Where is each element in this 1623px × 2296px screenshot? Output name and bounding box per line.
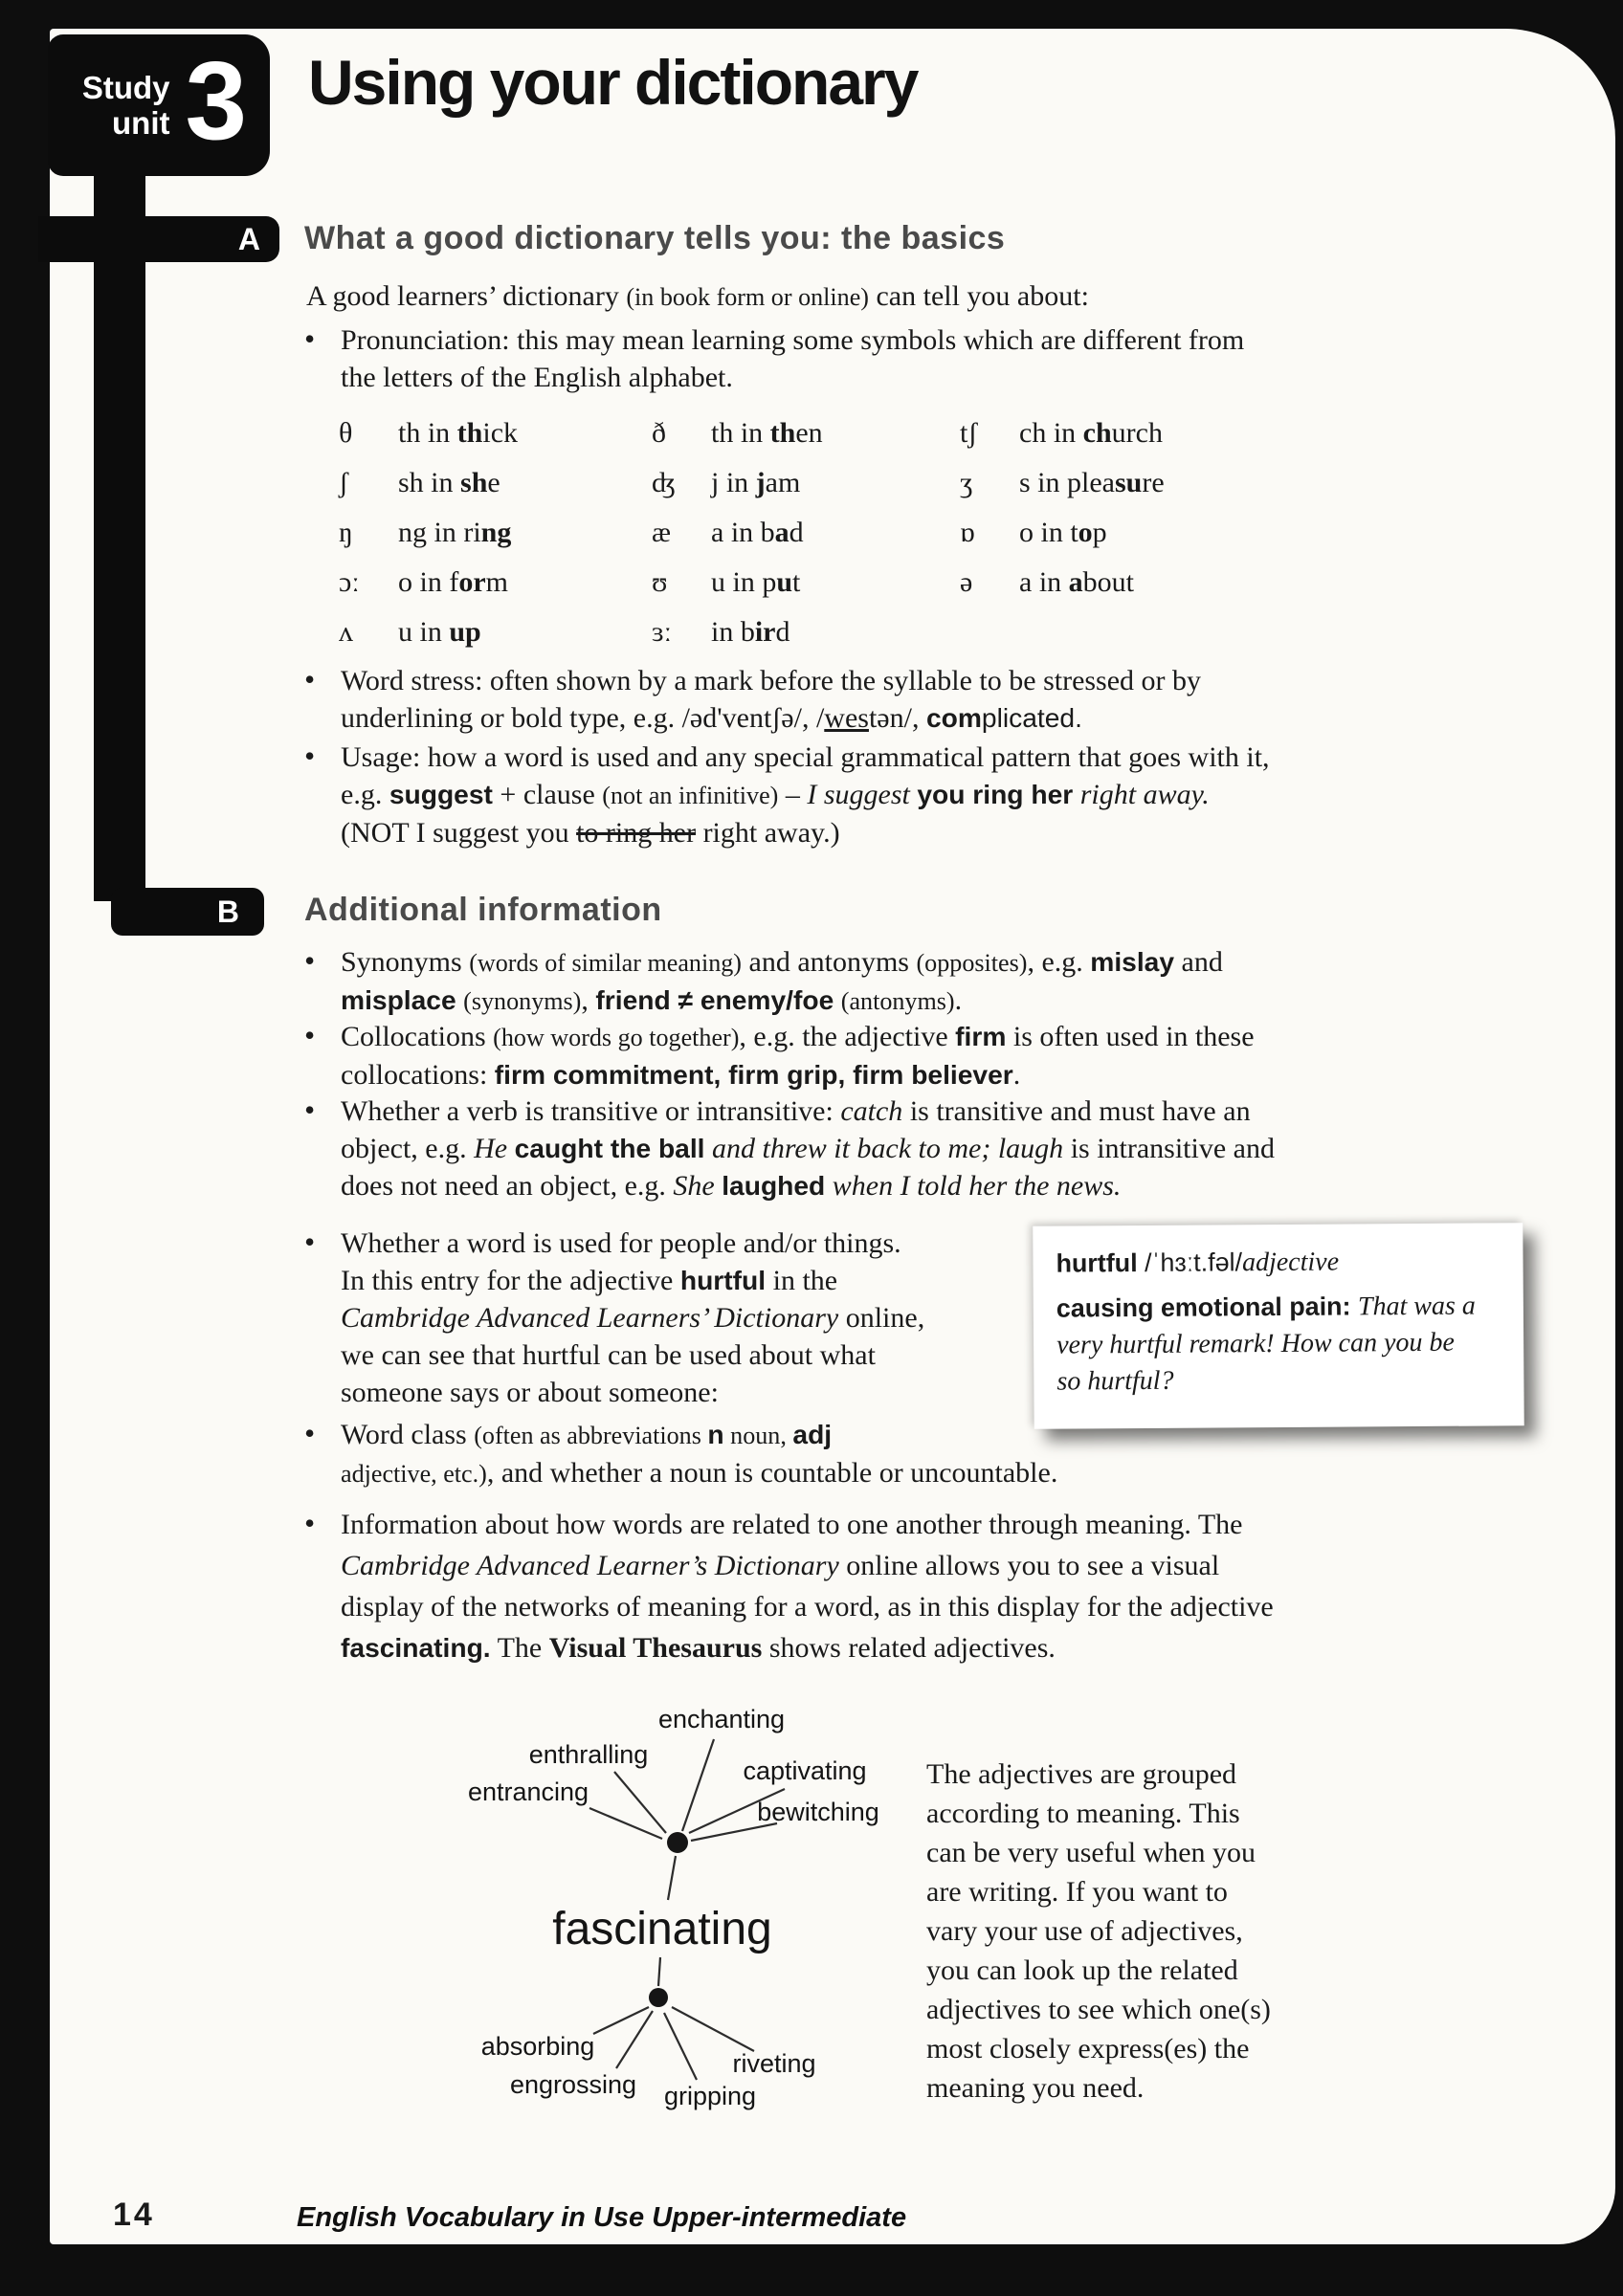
text-segment: does not need an object, e.g.: [341, 1170, 674, 1202]
text-segment: can be very useful when you: [926, 1837, 1256, 1868]
text-line: [1056, 1324, 1501, 1363]
text-segment: friend ≠ enemy/foe: [595, 984, 834, 1015]
text-line: [341, 1416, 1057, 1454]
text-segment: ʌ: [339, 616, 353, 648]
text-segment: A good learners’ dictionary: [306, 280, 627, 312]
text-segment: can tell you about:: [868, 280, 1089, 312]
text-line: [341, 1093, 1275, 1130]
diagram-word-enthralling: enthralling: [528, 1740, 649, 1769]
text-segment: we can see that hurtful can be used about what: [341, 1339, 876, 1371]
phonetic-row: [960, 417, 1165, 467]
text-segment: Whether a verb is transitive or intransitive:: [341, 1095, 841, 1127]
page-title: Using your dictionary: [308, 47, 918, 118]
text-segment: m: [485, 566, 508, 598]
text-segment: and: [1174, 946, 1223, 978]
diagram-edge: [664, 2013, 697, 2080]
text-segment: re: [1142, 467, 1165, 498]
study-unit-label-bottom: unit: [112, 105, 170, 141]
text-segment: underlining or bold type, e.g. /əd'ventʃə/, /: [341, 702, 825, 734]
text-segment: very hurtful remark! How can you be: [1056, 1327, 1455, 1360]
text-segment: ŋ: [339, 517, 353, 548]
text-line: [926, 1833, 1271, 1872]
phonetic-row: [960, 517, 1165, 566]
text-line: [926, 1794, 1271, 1833]
text-line: [341, 1545, 1274, 1586]
text-segment: (often as abbreviations: [474, 1422, 708, 1449]
text-segment: adj: [792, 1419, 833, 1449]
text-segment: [825, 1170, 833, 1202]
text-segment: e: [487, 467, 500, 498]
text-line: [1056, 1242, 1500, 1282]
text-segment: mislay: [1090, 946, 1175, 977]
text-segment: tʃ: [960, 417, 978, 449]
diagram-edge: [682, 1739, 714, 1831]
text-line: [341, 739, 1270, 776]
diagram-edge: [668, 1856, 676, 1900]
text-segment: up: [449, 616, 481, 648]
visual-thesaurus-diagram: [402, 1672, 938, 2170]
unit-number: 3: [185, 38, 247, 163]
text-segment: in the: [766, 1265, 838, 1296]
text-segment: p: [1092, 517, 1107, 548]
text-line: [341, 1018, 1255, 1056]
text-line: [341, 1374, 924, 1411]
text-segment: com: [925, 702, 982, 733]
text-segment: Usage: how a word is used and any special grammatical pattern that goes with it,: [341, 741, 1270, 773]
text-segment: th: [769, 417, 796, 449]
text-segment: fascinating.: [341, 1632, 491, 1663]
text-segment: ɜː: [652, 616, 672, 648]
text-segment: adjectives to see which one(s): [926, 1994, 1271, 2025]
text-segment: th in: [711, 417, 770, 449]
text-segment: n: [707, 1419, 724, 1449]
text-segment: + clause: [492, 779, 603, 810]
phonetic-row: [652, 566, 823, 616]
text-segment: the letters of the English alphabet.: [341, 362, 733, 393]
text-segment: θ: [339, 417, 353, 449]
diagram-word-entrancing: entrancing: [467, 1777, 589, 1806]
text-line: [306, 277, 1089, 316]
bullet-pronunciation: [304, 321, 1244, 396]
text-line: [341, 359, 1244, 396]
text-segment: [990, 1133, 998, 1164]
diagram-explanation-paragraph: [926, 1755, 1271, 2108]
text-line: [1056, 1360, 1501, 1400]
text-segment: firm: [955, 1021, 1007, 1051]
section-a-intro: [306, 277, 1089, 316]
text-segment: u in p: [711, 566, 777, 598]
text-segment: and threw it back to me;: [704, 1133, 991, 1164]
text-segment: u: [776, 566, 793, 598]
text-line: [341, 1262, 924, 1299]
text-segment: so hurtful?: [1056, 1365, 1174, 1397]
text-line: [341, 982, 1223, 1020]
text-segment: Whether a word is used for people and/or things.: [341, 1227, 901, 1259]
text-segment: meaning you need.: [926, 2072, 1145, 2104]
text-segment: is intransitive and: [1063, 1133, 1275, 1164]
phonetic-row: [652, 616, 823, 666]
text-line: [341, 1586, 1274, 1627]
text-line: [341, 1299, 924, 1336]
text-segment: ir: [754, 616, 776, 648]
text-segment: I suggest: [807, 779, 918, 810]
text-segment: The adjectives are grouped: [926, 1758, 1237, 1790]
text-segment: su: [1114, 467, 1143, 498]
text-segment: Collocations: [341, 1021, 494, 1052]
text-segment: ɒ: [960, 517, 975, 548]
text-segment: She: [673, 1170, 723, 1202]
text-segment: Pronunciation: this may mean learning some symbols which are different from: [341, 324, 1245, 356]
text-segment: bout: [1082, 566, 1134, 598]
text-segment: d: [775, 616, 790, 648]
text-segment: plicated.: [981, 702, 1082, 733]
text-segment: , e.g.: [1027, 946, 1091, 978]
text-segment: is transitive and must have an: [902, 1095, 1251, 1127]
text-segment: –: [778, 779, 808, 810]
section-a-heading: What a good dictionary tells you: the basics: [304, 220, 1006, 256]
text-line: [341, 321, 1244, 359]
text-segment: a: [1068, 566, 1083, 598]
text-segment: vary your use of adjectives,: [926, 1915, 1243, 1947]
text-line: [341, 814, 1270, 851]
text-segment: o in f: [398, 566, 459, 598]
text-segment: ʊ: [652, 566, 668, 598]
text-segment: He: [474, 1133, 515, 1164]
study-unit-badge: [48, 34, 270, 176]
diagram-node-dot-bottom: [649, 1988, 668, 2007]
text-segment: Synonyms: [341, 946, 470, 978]
text-segment: (how words go together): [493, 1024, 740, 1051]
text-segment: suggest: [389, 779, 493, 809]
diagram-word-gripping: gripping: [663, 2082, 757, 2110]
text-segment: adjective, etc.): [341, 1460, 487, 1488]
text-segment: urch: [1111, 417, 1163, 449]
text-line: [1056, 1287, 1501, 1327]
text-segment: th in: [398, 417, 457, 449]
text-segment: ch in: [1019, 417, 1083, 449]
text-segment: in b: [711, 616, 755, 648]
text-segment: to ring her: [576, 817, 697, 849]
text-segment: , and whether a noun is countable or uncountable.: [486, 1457, 1058, 1489]
text-segment: sh in: [398, 467, 461, 498]
text-segment: right away.): [696, 817, 840, 849]
text-segment: .: [1012, 1059, 1021, 1091]
diagram-word-absorbing: absorbing: [480, 2032, 595, 2061]
text-segment: wes: [824, 702, 869, 734]
text-line: [926, 1911, 1271, 1951]
text-segment: a in: [1019, 566, 1069, 598]
text-segment: you can look up the related: [926, 1954, 1238, 1986]
text-line: [341, 1454, 1057, 1492]
diagram-edge: [658, 1957, 660, 1986]
phonetic-row: [652, 467, 823, 517]
text-segment: th: [456, 417, 483, 449]
section-a-badge: A: [38, 216, 279, 262]
phonetic-row: [339, 517, 518, 566]
text-segment: ə: [960, 566, 973, 598]
bullet-transitive: [304, 1093, 1275, 1204]
diagram-edge: [589, 1808, 662, 1839]
text-segment: noun,: [723, 1422, 793, 1449]
text-segment: someone says or about someone:: [341, 1377, 719, 1408]
book-title: English Vocabulary in Use Upper-intermediate: [297, 2202, 907, 2233]
text-segment: Cambridge Advanced Learners’ Dictionary: [341, 1302, 839, 1334]
text-segment: Cambridge Advanced Learner’s Dictionary: [341, 1550, 839, 1581]
text-segment: ʒ: [960, 467, 973, 498]
text-line: [341, 1167, 1275, 1204]
diagram-node-dot-top: [667, 1832, 688, 1853]
diagram-word-riveting: riveting: [732, 2049, 816, 2078]
text-segment: a in b: [711, 517, 775, 548]
text-segment: causing emotional pain:: [1056, 1292, 1359, 1323]
bullet-usage: [304, 739, 1270, 851]
text-line: [341, 1056, 1255, 1093]
text-segment: t: [792, 566, 801, 598]
text-segment: o: [1078, 517, 1093, 548]
text-segment: Information about how words are related to one another through meaning. The: [341, 1509, 1243, 1540]
section-b-heading: Additional information: [304, 892, 662, 928]
text-segment: laughed: [722, 1170, 826, 1201]
text-segment: ð: [652, 417, 666, 449]
text-segment: The: [490, 1632, 549, 1664]
text-line: [926, 1872, 1271, 1911]
text-segment: laugh: [997, 1133, 1064, 1164]
diagram-edge: [672, 2007, 754, 2051]
bullet-word-stress: [304, 662, 1201, 737]
text-line: [926, 2029, 1271, 2068]
text-segment: ng in ri: [398, 517, 481, 548]
phonetic-row: [652, 517, 823, 566]
text-segment: display of the networks of meaning for a word, as in this display for the adjective: [341, 1591, 1274, 1623]
text-segment: tən/,: [868, 702, 926, 734]
text-line: [341, 1225, 924, 1262]
text-segment: adjective: [1241, 1247, 1340, 1278]
text-segment: en: [795, 417, 823, 449]
text-segment: (words of similar meaning): [469, 949, 742, 977]
section-b-badge: B: [111, 888, 264, 936]
text-line: [341, 662, 1201, 699]
text-segment: (in book form or online): [626, 283, 869, 311]
text-segment: ng: [480, 517, 512, 548]
text-segment: sh: [460, 467, 488, 498]
text-segment: right away.: [1073, 779, 1210, 810]
text-line: [926, 1990, 1271, 2029]
text-segment: ,: [581, 984, 596, 1016]
text-segment: firm commitment, firm grip, firm believer: [494, 1059, 1013, 1090]
text-segment: j: [755, 467, 766, 498]
text-segment: æ: [652, 517, 672, 548]
phonetic-row: [652, 417, 823, 467]
text-segment: [834, 984, 841, 1016]
text-segment: j in: [711, 467, 756, 498]
text-segment: collocations:: [341, 1059, 495, 1091]
text-segment: caught the ball: [514, 1133, 705, 1163]
text-segment: In this entry for the adjective: [341, 1265, 680, 1296]
diagram-word-bewitching: bewitching: [757, 1798, 879, 1826]
page-number: 14: [113, 2197, 155, 2233]
text-line: [926, 1755, 1271, 1794]
text-line: [341, 1130, 1275, 1167]
diagram-word-captivating: captivating: [743, 1756, 867, 1785]
diagram-word-fascinating: fascinating: [552, 1904, 772, 1954]
text-segment: Visual Thesaurus: [548, 1632, 763, 1664]
text-segment: u in: [398, 616, 450, 648]
phonetics-column-1: [339, 417, 518, 666]
text-segment: ʤ: [652, 467, 677, 498]
text-line: [341, 776, 1270, 814]
text-segment: hurtful: [679, 1265, 767, 1295]
text-segment: d: [789, 517, 804, 548]
text-segment: object, e.g.: [341, 1133, 475, 1164]
text-segment: ick: [482, 417, 519, 449]
text-segment: /ˈhɜːt.fəl/: [1137, 1247, 1243, 1278]
text-segment: according to meaning. This: [926, 1798, 1240, 1829]
phonetic-row: [339, 467, 518, 517]
phonetic-row: [960, 467, 1165, 517]
text-line: [341, 943, 1223, 982]
text-segment: is often used in these: [1006, 1021, 1255, 1052]
text-segment: or: [458, 566, 486, 598]
text-segment: you ring her: [917, 779, 1074, 809]
study-unit-label: [82, 70, 170, 141]
text-segment: most closely express(es) the: [926, 2033, 1250, 2064]
text-line: [341, 699, 1201, 737]
text-line: [341, 1627, 1274, 1668]
text-segment: ʃ: [339, 467, 348, 498]
bullet-meaning-networks: [304, 1504, 1274, 1668]
diagram-edge: [614, 1772, 666, 1833]
diagram-word-enchanting: enchanting: [657, 1705, 786, 1733]
text-segment: a: [774, 517, 789, 548]
text-segment: e.g.: [341, 779, 389, 810]
text-segment: (opposites): [916, 949, 1028, 977]
text-segment: (NOT I suggest you: [341, 817, 577, 849]
text-segment: s in plea: [1019, 467, 1115, 498]
text-segment: .: [954, 984, 963, 1016]
text-segment: ɔː: [339, 566, 360, 598]
left-bracket-bar: [94, 174, 145, 901]
text-segment: online allows you to see a visual: [838, 1550, 1220, 1581]
text-line: [926, 2068, 1271, 2108]
diagram-word-engrossing: engrossing: [509, 2070, 637, 2099]
text-segment: (antonyms): [840, 987, 955, 1015]
phonetic-row: [339, 566, 518, 616]
phonetic-row: [339, 616, 518, 666]
text-line: [341, 1504, 1274, 1545]
text-segment: ch: [1082, 417, 1112, 449]
bullet-collocations: [304, 1018, 1255, 1093]
text-line: [341, 1336, 924, 1374]
text-segment: catch: [840, 1095, 903, 1127]
text-segment: and antonyms: [742, 946, 917, 978]
text-segment: misplace: [341, 984, 456, 1015]
phonetic-row: [339, 417, 518, 467]
bullet-word-class: [304, 1416, 1057, 1492]
text-segment: (not an infinitive): [602, 782, 779, 809]
text-segment: are writing. If you want to: [926, 1876, 1228, 1908]
text-segment: hurtful: [1056, 1248, 1138, 1278]
text-segment: o in t: [1019, 517, 1078, 548]
text-segment: online,: [838, 1302, 925, 1334]
text-segment: shows related adjectives.: [762, 1632, 1056, 1664]
text-segment: (synonyms): [463, 987, 582, 1015]
text-segment: Word class: [341, 1419, 475, 1450]
text-segment: Word stress: often shown by a mark before the syllable to be stressed or by: [341, 665, 1202, 696]
text-segment: when I told her the news.: [832, 1170, 1122, 1202]
text-segment: , e.g. the adjective: [739, 1021, 956, 1052]
study-unit-label-top: Study: [81, 70, 170, 105]
text-segment: That was a: [1357, 1291, 1476, 1322]
text-line: [926, 1951, 1271, 1990]
phonetics-column-3: [960, 417, 1165, 616]
bullet-people-things: [304, 1225, 924, 1411]
phonetics-column-2: [652, 417, 823, 666]
bullet-synonyms: [304, 943, 1223, 1020]
text-segment: am: [765, 467, 801, 498]
dictionary-entry-clipping: [1033, 1223, 1523, 1429]
phonetic-symbols-table: [339, 417, 1296, 672]
phonetic-row: [960, 566, 1165, 616]
